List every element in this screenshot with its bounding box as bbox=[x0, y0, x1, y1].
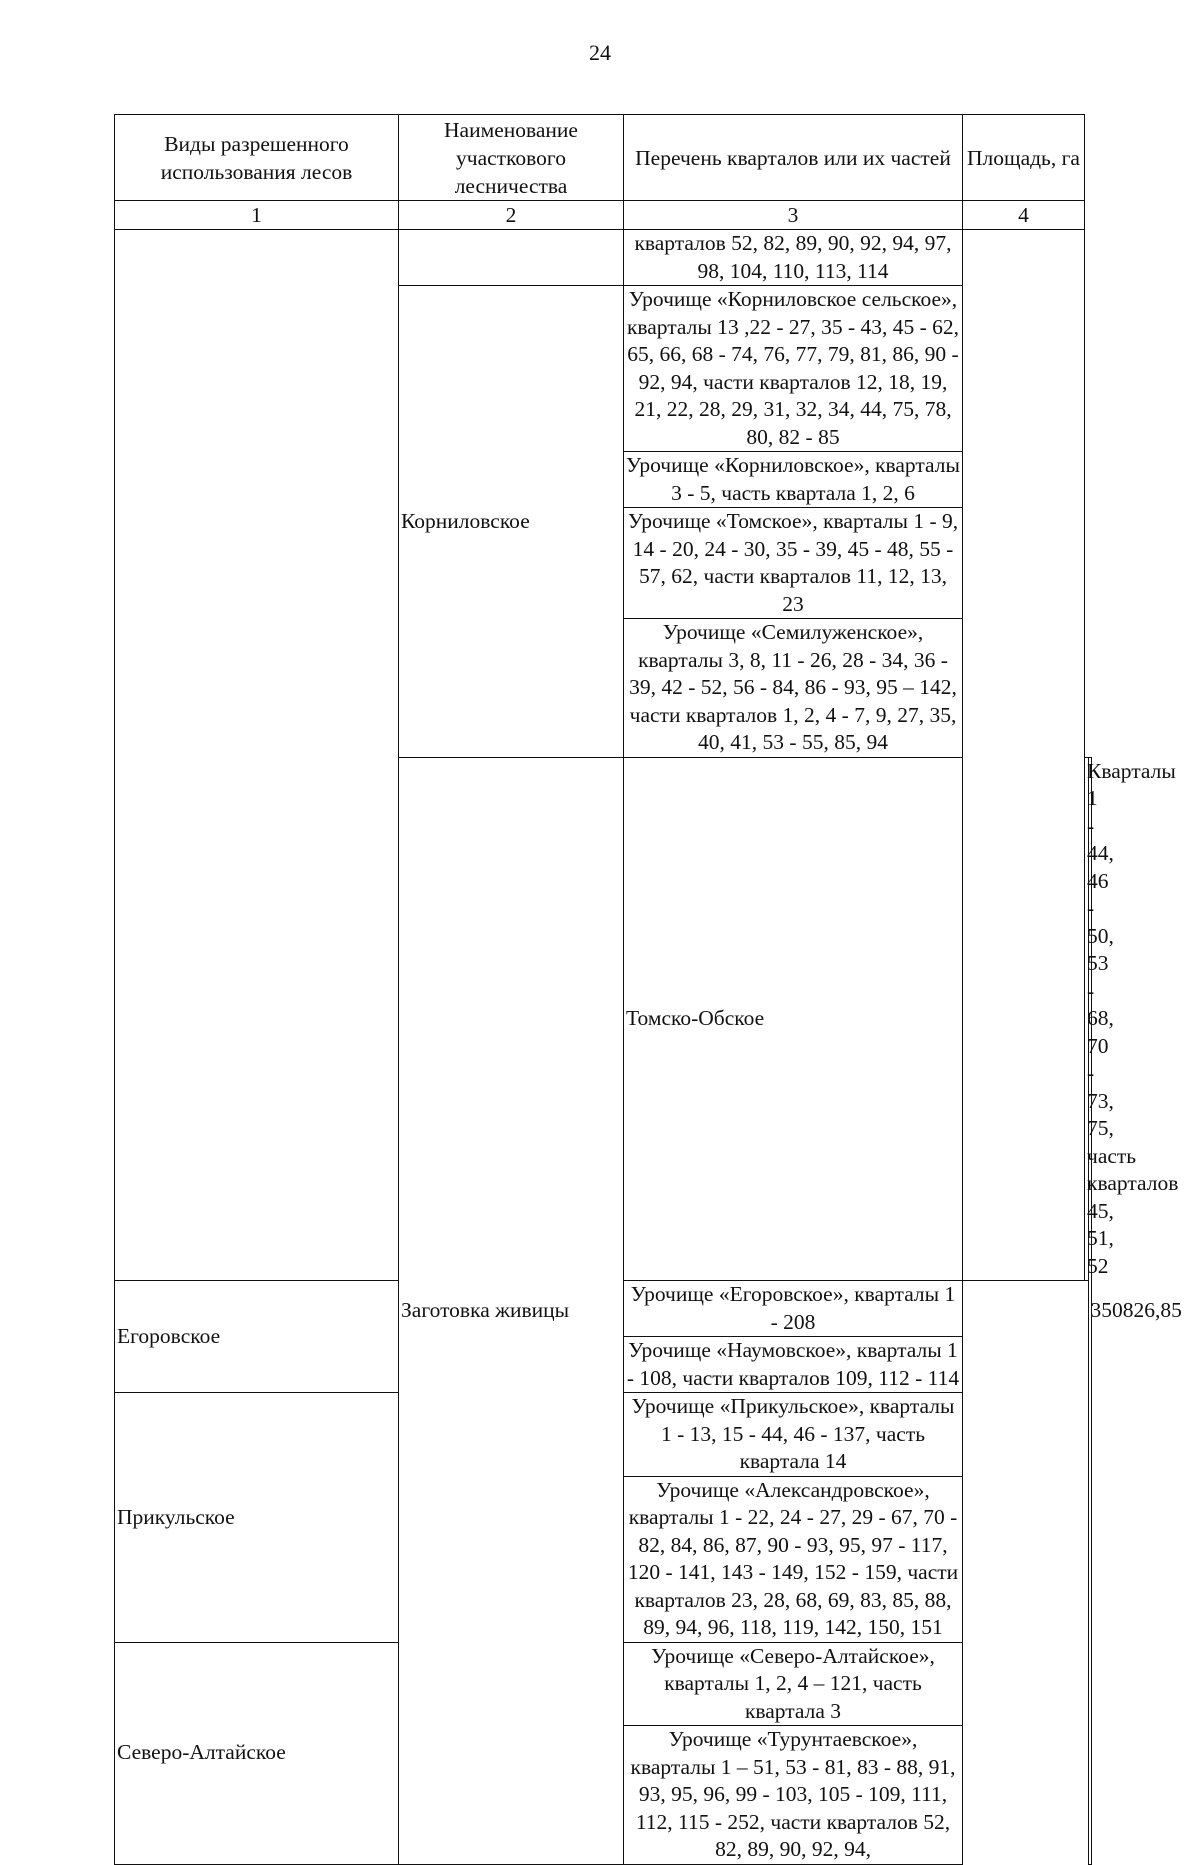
parcels-cell: Урочище «Томское», кварталы 1 - 9, 14 - 20, 24 - 30, 35 - 39, 45 - 48, 55 - 57, 62, части кварталов 11, 12, 13, 23 bbox=[624, 508, 963, 619]
forestry-cell: Прикульское bbox=[115, 1393, 399, 1643]
parcels-cell: Урочище «Александровское», кварталы 1 - 22, 24 - 27, 29 - 67, 70 - 82, 84, 86, 87, 90 - 93, 95, 97 - 117, 120 - 141, 143 - 149, 152 - 159, части кварталов 23, 28, 68, 69, 83, 85, 88, 89, 94, 96, 118, 119, 142, 150, 151 bbox=[624, 1476, 963, 1642]
column-number: 4 bbox=[963, 201, 1085, 230]
forestry-cell: Северо-Алтайское bbox=[115, 1642, 399, 1864]
area-cell bbox=[963, 230, 1085, 1281]
column-number: 3 bbox=[624, 201, 963, 230]
parcels-cell: Урочище «Наумовское», кварталы 1 - 108, части кварталов 109, 112 - 114 bbox=[624, 1337, 963, 1393]
parcels-cell: Урочище «Семилуженское», кварталы 3, 8, 11 - 26, 28 - 34, 36 - 39, 42 - 52, 56 - 84, 86 - 93, 95 – 142, части кварталов 1, 2, 4 - 7, 9, 27, 35, 40, 41, 53 - 55, 85, 94 bbox=[624, 619, 963, 758]
forestry-cell: Егоровское bbox=[115, 1281, 399, 1393]
header-parcels: Перечень кварталов или их частей bbox=[624, 115, 963, 201]
parcels-cell: кварталов 52, 82, 89, 90, 92, 94, 97, 98, 104, 110, 113, 114 bbox=[624, 230, 963, 286]
parcels-cell: Урочище «Корниловское», кварталы 3 - 5, часть квартала 1, 2, 6 bbox=[624, 452, 963, 508]
parcels-cell: Урочище «Егоровское», кварталы 1 - 208 bbox=[624, 1281, 963, 1337]
column-number: 1 bbox=[115, 201, 399, 230]
parcels-cell: Кварталы 1 - 44, 46 - 50, 53 - 68, 70 - 73, 75, часть кварталов 45, 51, 52 bbox=[1085, 757, 1089, 1281]
forestry-cell bbox=[399, 230, 624, 286]
parcels-cell: Урочище «Турунтаевское», кварталы 1 – 51, 53 - 81, 83 - 88, 91, 93, 95, 96, 99 - 103, 105 - 109, 111, 112, 115 - 252, части кварталов 52, 82, 89, 90, 92, 94, bbox=[624, 1726, 963, 1865]
header-area: Площадь, га bbox=[963, 115, 1085, 201]
area-cell: 350826,85 bbox=[1088, 757, 1092, 1864]
forestry-cell: Томско-Обское bbox=[624, 757, 963, 1281]
use-type-cell bbox=[115, 230, 399, 1281]
page-number: 24 bbox=[589, 40, 611, 65]
use-type-cell: Заготовка живицы bbox=[399, 757, 624, 1864]
parcels-cell: Урочище «Прикульское», кварталы 1 - 13, 15 - 44, 46 - 137, часть квартала 14 bbox=[624, 1393, 963, 1477]
parcels-cell: Урочище «Северо-Алтайское», кварталы 1, 2, 4 – 121, часть квартала 3 bbox=[624, 1642, 963, 1726]
table-header-row bbox=[115, 115, 1092, 201]
header-use-type: Виды разрешенного использования лесов bbox=[115, 115, 399, 201]
header-forestry: Наименование участкового лесничества bbox=[399, 115, 624, 201]
parcels-cell: Урочище «Корниловское сельское», кварталы 13 ,22 - 27, 35 - 43, 45 - 62, 65, 66, 68 - 74, 76, 77, 79, 81, 86, 90 - 92, 94, части кварталов 12, 18, 19, 21, 22, 28, 29, 31, 32, 34, 44, 75, 78, 80, 82 - 85 bbox=[624, 286, 963, 452]
table-row bbox=[115, 230, 1092, 286]
forest-use-table bbox=[114, 114, 1182, 1865]
forestry-cell: Корниловское bbox=[399, 286, 624, 758]
column-number-row bbox=[115, 201, 1092, 230]
column-number: 2 bbox=[399, 201, 624, 230]
